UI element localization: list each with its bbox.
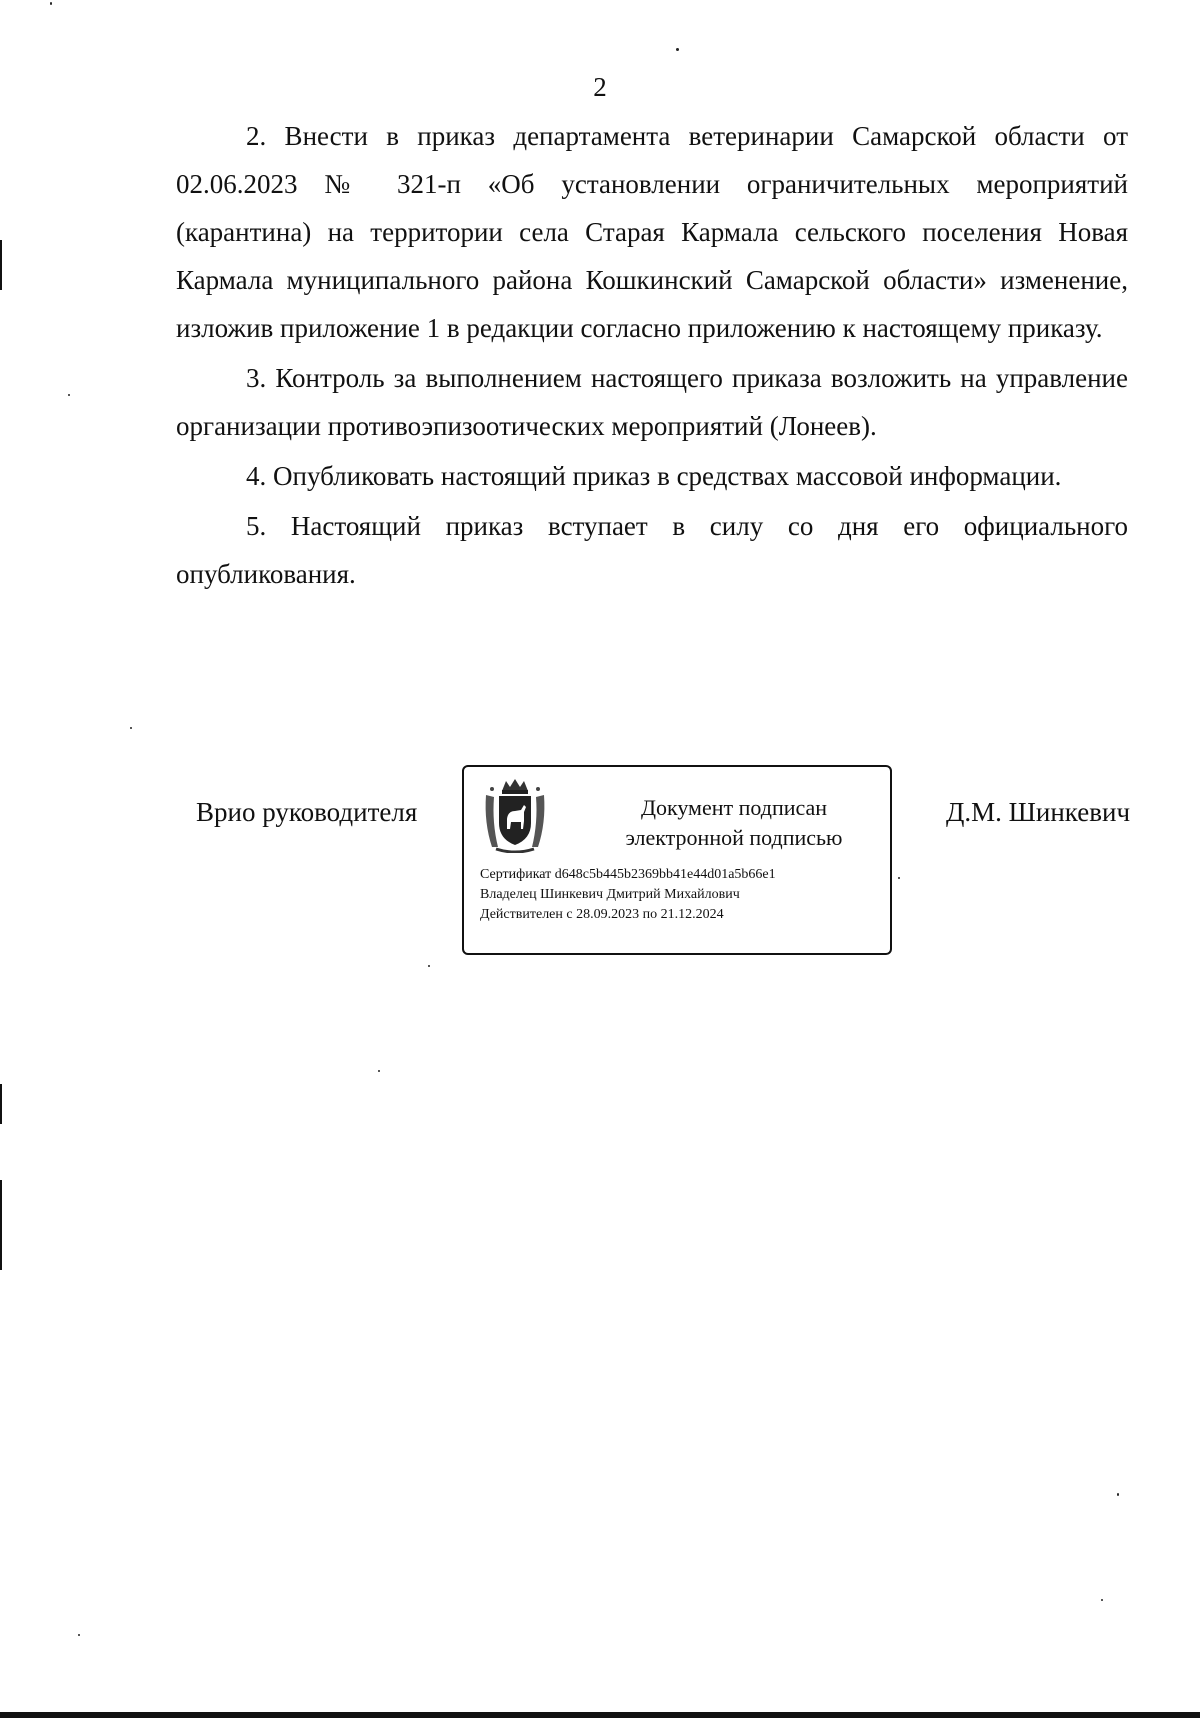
page-number: 2 <box>593 72 607 102</box>
signatory-position: Врио руководителя <box>196 797 418 827</box>
stamp-validity: Действителен с 28.09.2023 по 21.12.2024 <box>480 907 724 922</box>
scan-edge-mark <box>0 240 2 290</box>
scan-edge-mark <box>0 1084 2 1124</box>
stamp-certificate: Сертификат d648c5b445b2369bb41e44d01a5b66e1 <box>480 867 776 882</box>
scan-speck <box>676 48 679 51</box>
scan-speck <box>898 877 900 879</box>
stamp-title-line-1: Документ подписан <box>640 795 828 820</box>
document-body <box>176 112 1128 600</box>
scan-speck <box>1117 1493 1119 1496</box>
stamp-title-line-2: электронной подписью <box>625 825 843 850</box>
electronic-signature-stamp <box>462 765 892 955</box>
samara-coat-of-arms-icon <box>482 777 548 853</box>
stamp-owner: Владелец Шинкевич Дмитрий Михайлович <box>480 887 740 902</box>
signatory-name: Д.М. Шинкевич <box>946 797 1131 827</box>
scan-speck <box>68 394 70 396</box>
paragraph-5: 5. Настоящий приказ вступает в силу со дня его официального опубликования. <box>176 511 1128 589</box>
paragraph-2: 2. Внести в приказ департамента ветеринарии Самарской области от 02.06.2023 № 321-п «Об установлении ограничительных мероприятий (карантина) на территории села Старая Кармала сельского поселения Новая Кармала муниципального района Кошкинский Самарской области» изменение, изложив приложение 1 в редакции согласно приложению к настоящему приказу. <box>176 121 1128 343</box>
scan-speck <box>378 1070 380 1072</box>
paragraph-4: 4. Опубликовать настоящий приказ в средствах массовой информации. <box>246 461 1062 491</box>
stamp-title <box>584 793 884 853</box>
scan-speck <box>1101 1599 1103 1601</box>
paragraph-3: 3. Контроль за выполнением настоящего приказа возложить на управление организации противоэпизоотических мероприятий (Лонеев). <box>176 363 1128 441</box>
stamp-details <box>480 865 880 925</box>
scan-speck <box>78 1634 80 1636</box>
scan-bottom-border <box>0 1712 1200 1718</box>
scan-edge-mark <box>0 1180 2 1270</box>
scan-speck <box>50 2 52 5</box>
scan-speck <box>130 727 132 729</box>
scan-speck <box>428 965 430 967</box>
